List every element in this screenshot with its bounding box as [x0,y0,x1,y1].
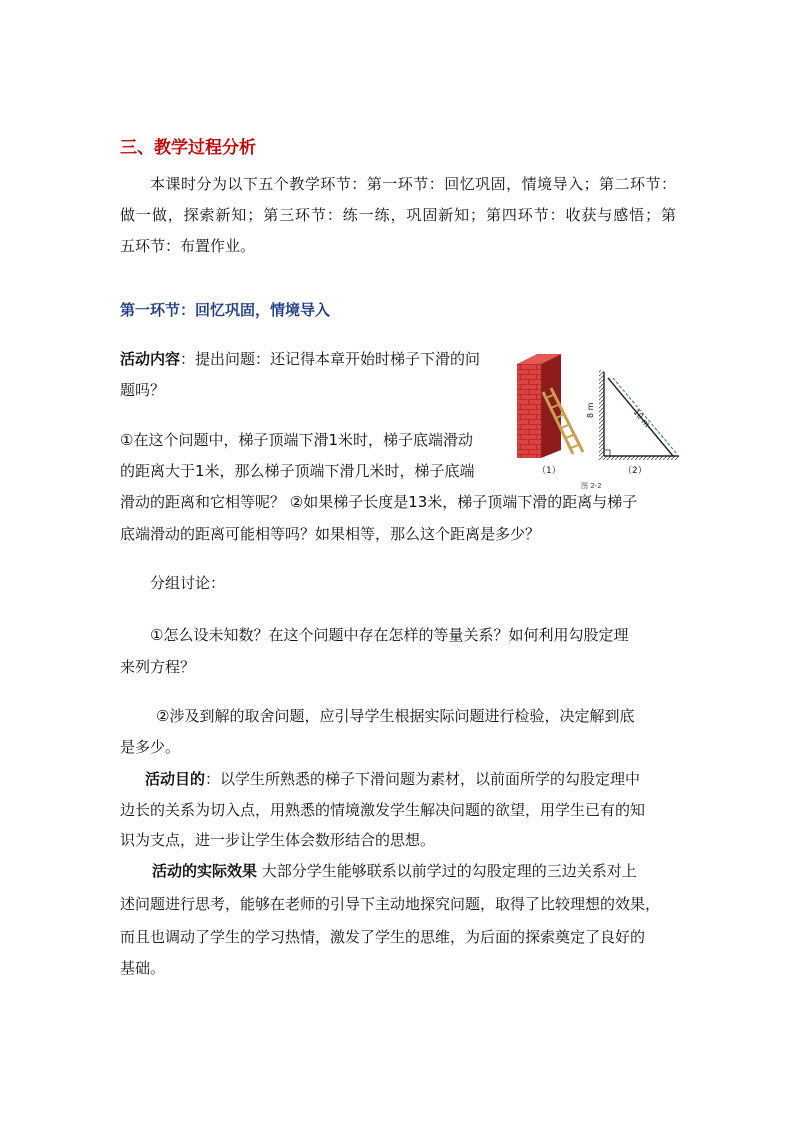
activity-goal-text: ：以学生所熟悉的梯子下滑问题为素材，以前面所学的勾股定理中 [205,770,641,788]
activity-content-line-2: 题吗？ [120,381,166,399]
actual-effect-text: 大部分学生能够联系以前学过的勾股定理的三边关系对上 [257,862,637,880]
figure-caption: 图 2-2 [581,482,602,490]
actual-effect-line-4: 基础。 [120,959,166,977]
activity-content-line-5: 滑动的距离和它相等呢？ ②如果梯子长度是13米，梯子顶端下滑的距离与梯子 [120,493,638,511]
activity-goal-line-2: 边长的关系为切入点，用熟悉的情境激发学生解决问题的欲望，用学生已有的知 [120,801,646,819]
actual-effect-line-3: 而且也调动了学生的学习热情，激发了学生的思维，为后面的探索奠定了良好的 [120,928,646,946]
activity-goal-line-3: 识为支点，进一步让学生体会数形结合的思想。 [120,831,436,849]
height-label: 8 m [586,402,595,418]
question-2-line-2: 是多少。 [120,738,181,756]
question-1-line-2: 来列方程？ [120,658,196,676]
activity-content-text: ：提出问题：还记得本章开始时梯子下滑的问 [180,350,481,368]
activity-goal-line-1 [145,769,640,789]
activity-goal-label: 活动目的 [145,770,206,788]
activity-content-line-1 [120,349,480,369]
ladder-length-label: 10 m [631,407,652,430]
intro-paragraph [120,174,676,256]
activity-content-line-3: ①在这个问题中，梯子顶端下滑1米时，梯子底端滑动 [120,431,473,449]
stage1-title: 第一环节：回忆巩固，情境导入 [120,301,331,319]
intro-line-2: 做一做，探索新知；第三环节：练一练，巩固新知；第四环节：收获与感悟；第 [120,206,676,224]
actual-effect-line-2: 述问题进行思考，能够在老师的引导下主动地探究问题，取得了比较理想的效果， [120,895,661,913]
intro-line-3: 五环节：布置作业。 [120,237,256,255]
figure-label-2: （2） [623,466,647,476]
question-1-line-1: ①怎么设未知数？在这个问题中存在怎样的等量关系？如何利用勾股定理 [150,626,629,644]
figure-label-1: （1） [537,466,561,476]
activity-content-label: 活动内容 [120,350,181,368]
activity-content-line-4: 的距离大于1米，那么梯子顶端下滑几米时，梯子底端 [120,462,475,480]
section-title: 三、教学过程分析 [120,138,256,158]
intro-line-1: 本课时分为以下五个教学环节：第一环节：回忆巩固，情境导入；第二环节： [150,175,676,193]
group-discussion-label: 分组讨论： [150,574,226,592]
actual-effect-line-1 [152,861,637,881]
activity-content-line-6: 底端滑动的距离可能相等吗？如果相等，那么这个距离是多少？ [120,525,541,543]
ladder-figure [513,350,683,490]
actual-effect-label: 活动的实际效果 [152,862,258,880]
question-2-line-1: ②涉及到解的取舍问题，应引导学生根据实际问题进行检验，决定解到底 [156,707,635,725]
